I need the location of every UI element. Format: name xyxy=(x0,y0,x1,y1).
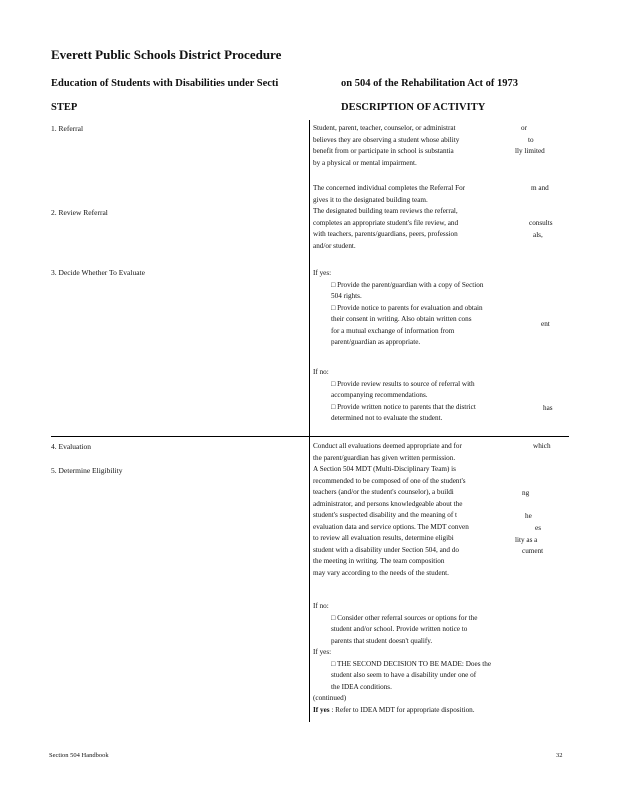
step-referral: 1. Referral xyxy=(51,124,84,133)
continued-label: (continued) xyxy=(313,694,347,702)
eligibility-yes-description xyxy=(313,647,491,716)
review-description xyxy=(313,206,458,252)
step-determine-eligibility: 5. Determine Eligibility xyxy=(51,466,123,475)
text-fragment: lity as a xyxy=(515,536,538,544)
text-line: their consent in writing. Also obtain written cons xyxy=(331,315,472,323)
step-evaluation: 4. Evaluation xyxy=(51,442,91,451)
checkbox-item: □ Provide review results to source of referral with xyxy=(331,379,475,388)
text-fragment: which xyxy=(533,442,551,450)
text-line: parents that student doesn't qualify. xyxy=(331,636,433,645)
text-fragment: ng xyxy=(522,489,530,497)
eligibility-no-description xyxy=(313,601,477,647)
step-column-header: STEP xyxy=(51,102,78,113)
text-line: The designated building team reviews the referral, xyxy=(313,207,458,215)
description-column-header: DESCRIPTION OF ACTIVITY xyxy=(341,102,486,113)
evaluate-yes-description xyxy=(313,268,483,349)
text-line: recommended to be composed of one of the student's xyxy=(313,476,466,485)
text-line: student also seem to have a disability under one of xyxy=(331,671,477,679)
idea-referral-text: : Refer to IDEA MDT for appropriate disposition. xyxy=(329,705,475,714)
text-line: the meeting in writing. The team composition xyxy=(313,557,445,565)
column-divider-bottom xyxy=(309,437,310,722)
text-line: determined not to evaluate the student. xyxy=(331,414,443,422)
subtitle-left: Education of Students with Disabilities under Secti xyxy=(51,78,279,89)
text-fragment: es xyxy=(535,524,541,532)
text-line: the IDEA conditions. xyxy=(331,682,392,691)
page-number: 32 xyxy=(556,752,563,759)
text-line: teachers (and/or the student's counselor), a buildi xyxy=(313,488,454,496)
text-fragment: cument xyxy=(522,547,544,555)
checkbox-item: □ Provide notice to parents for evaluation and obtain xyxy=(331,303,483,312)
text-line: to review all evaluation results, determine eligibi xyxy=(313,534,454,542)
text-line: with teachers, parents/guardians, peers, profession xyxy=(313,230,458,238)
if-yes-label: If yes: xyxy=(313,269,332,277)
text-fragment: consults xyxy=(529,219,553,227)
text-line: student's suspected disability and the meaning of t xyxy=(313,511,458,519)
referral-form-description xyxy=(313,183,465,206)
text-line: Student, parent, teacher, counselor, or administrat xyxy=(313,124,456,132)
checkbox-item: □ Consider other referral sources or options for the xyxy=(331,613,478,622)
if-yes-bold-label: If yes xyxy=(313,705,330,714)
text-line: completes an appropriate student's file review, and xyxy=(313,218,459,227)
text-line: administrator, and persons knowledgeable about the xyxy=(313,499,463,508)
checkbox-item: □ THE SECOND DECISION TO BE MADE: Does the xyxy=(331,659,492,668)
text-line: believes they are observing a student whose ability xyxy=(313,135,460,144)
text-fragment: ent xyxy=(541,320,550,328)
text-fragment: he xyxy=(525,512,532,520)
referral-description xyxy=(313,123,459,169)
if-no-label: If no: xyxy=(313,602,329,610)
text-line: benefit from or participate in school is substantia xyxy=(313,147,454,155)
text-fragment: to xyxy=(528,136,534,144)
step-review-referral: 2. Review Referral xyxy=(51,208,108,217)
checkbox-item: □ Provide written notice to parents that the district xyxy=(331,402,476,411)
text-line: 504 rights. xyxy=(331,292,362,300)
checkbox-item: □ Provide the parent/guardian with a copy of Section xyxy=(331,280,484,289)
text-fragment: als, xyxy=(533,231,543,239)
text-line: for a mutual exchange of information from xyxy=(331,326,455,335)
text-line: gives it to the designated building team. xyxy=(313,195,428,204)
text-line: student and/or school. Provide written notice to xyxy=(331,625,468,633)
text-fragment: or xyxy=(521,124,527,132)
text-line: and/or student. xyxy=(313,241,356,250)
page-title: Everett Public Schools District Procedure xyxy=(51,47,282,62)
evaluation-description xyxy=(313,441,469,579)
text-line: the parent/guardian has given written permission. xyxy=(313,453,456,462)
column-divider-top xyxy=(309,120,310,436)
text-line: The concerned individual completes the Referral For xyxy=(313,184,466,192)
subtitle-right: on 504 of the Rehabilitation Act of 1973 xyxy=(341,78,519,89)
text-line: may vary according to the needs of the student. xyxy=(313,568,449,577)
text-fragment: has xyxy=(543,404,553,412)
text-line: student with a disability under Section 504, and do xyxy=(313,545,459,554)
text-line: accompanying recommendations. xyxy=(331,391,428,399)
evaluate-no-description xyxy=(313,367,476,425)
text-line: evaluation data and service options. The MDT conven xyxy=(313,522,469,531)
footer-handbook-title: Section 504 Handbook xyxy=(49,752,109,759)
if-no-label: If no: xyxy=(313,368,329,376)
text-line: parent/guardian as appropriate. xyxy=(331,338,421,346)
text-line: A Section 504 MDT (Multi-Disciplinary Team) is xyxy=(313,465,456,473)
if-yes-label: If yes: xyxy=(313,648,332,656)
text-line: Conduct all evaluations deemed appropriate and for xyxy=(313,442,462,450)
text-line: by a physical or mental impairment. xyxy=(313,158,417,167)
section-divider xyxy=(51,436,569,437)
text-fragment: lly limited xyxy=(515,147,545,155)
text-fragment: m and xyxy=(531,184,549,192)
step-decide-evaluate: 3. Decide Whether To Evaluate xyxy=(51,268,145,277)
